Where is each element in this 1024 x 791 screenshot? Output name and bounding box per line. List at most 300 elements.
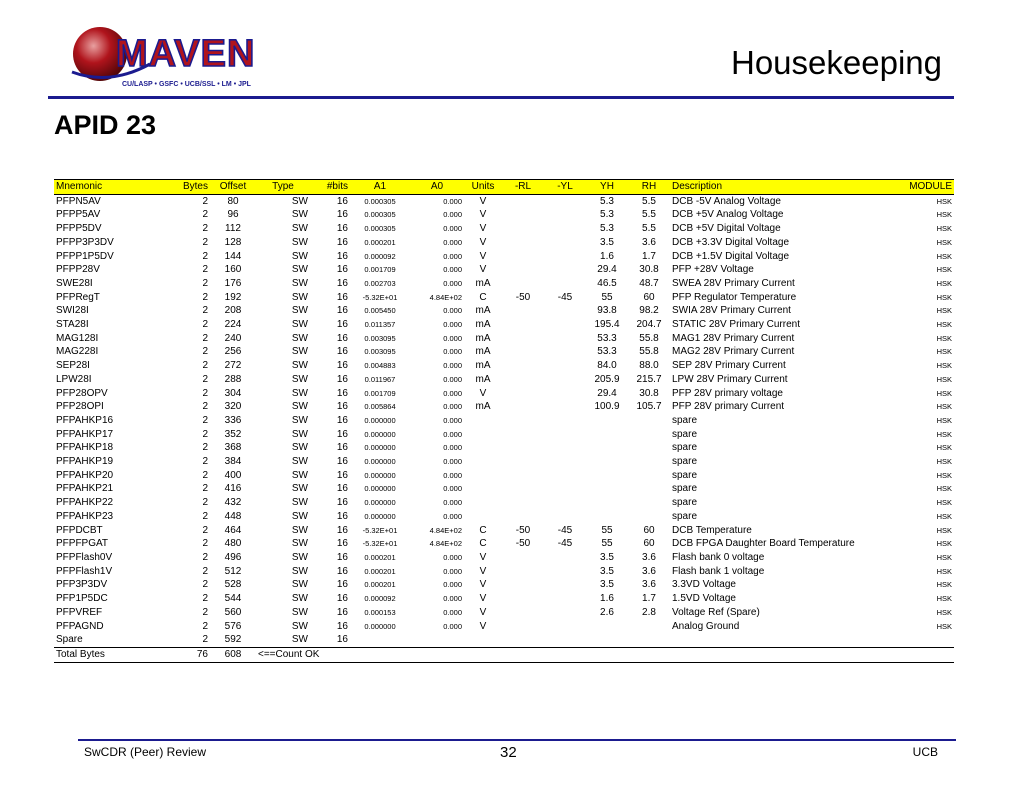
cell-a0: 4.84E+02 [429,292,462,302]
cell-module: HSK [936,457,952,467]
cell-yh: 100.9 [594,401,620,413]
cell-bytes: 2 [202,264,208,276]
cell-offset: 576 [224,620,242,632]
cell-yl [544,263,586,277]
cell-description: SWIA 28V Primary Current [672,305,791,317]
cell-bytes: 2 [202,483,208,495]
cell-units: V [479,551,487,563]
cell-bits: 16 [336,593,348,605]
housekeeping-table [54,179,954,663]
cell-a0: 0.000 [443,621,462,631]
cell-type: SW [291,483,308,495]
table-row [54,592,954,606]
cell-rl [502,578,544,592]
table-row [54,565,954,579]
cell-a0: 0.000 [443,511,462,521]
cell-mnemonic: PFPP3P3DV [56,236,114,248]
cell-module: HSK [936,251,952,261]
cell-mnemonic: STA28I [56,319,89,331]
cell-rh [628,620,670,634]
total-bytes: 76 [166,647,210,662]
cell-yl [544,236,586,250]
cell-bytes: 2 [202,277,208,289]
cell-a1: 0.000000 [364,415,396,425]
cell-a0: 0.000 [443,347,462,357]
cell-offset: 208 [224,305,242,317]
cell-module: HSK [936,347,952,357]
cell-offset: 528 [224,579,242,591]
table-row [54,455,954,469]
cell-offset: 160 [224,264,242,276]
cell-units: V [479,606,487,618]
cell-rh: 60 [643,538,655,550]
cell-rl [502,455,544,469]
cell-a0: 0.000 [443,278,462,288]
cell-rh: 30.8 [639,264,659,276]
cell-rh: 55.8 [639,332,659,344]
cell-units: C [479,538,487,550]
cell-yl: -45 [557,524,573,536]
cell-type: SW [291,195,308,207]
cell-yh: 1.6 [600,593,614,605]
cell-yh [586,620,628,634]
cell-rh: 3.6 [642,579,656,591]
cell-description: Flash bank 0 voltage [672,551,765,563]
cell-description: spare [672,497,698,509]
cell-bits: 16 [336,264,348,276]
table-row [54,428,954,442]
cell-yl [544,414,586,428]
cell-type: SW [291,579,308,591]
cell-units [464,414,502,428]
cell-yh: 3.5 [600,236,614,248]
cell-yl [544,496,586,510]
cell-bytes: 2 [202,195,208,207]
cell-rl [502,208,544,222]
cell-rh: 88.0 [639,360,659,372]
logo-wordmark: MAVEN [116,33,256,75]
cell-bytes: 2 [202,497,208,509]
cell-bits: 16 [336,401,348,413]
cell-rl [502,510,544,524]
table-row [54,578,954,592]
cell-bits: 16 [336,456,348,468]
total-offset: 608 [210,647,256,662]
cell-units: C [479,524,487,536]
cell-offset: 544 [224,593,242,605]
table-row [54,551,954,565]
cell-units: mA [475,360,491,372]
cell-rl [502,400,544,414]
cell-rl [502,633,544,647]
cell-a0: 0.000 [443,457,462,467]
cell-description: spare [672,483,698,495]
cell-yh [586,482,628,496]
cell-description: PFP 28V primary voltage [672,387,783,399]
cell-yl [544,194,586,208]
cell-mnemonic: SWE28I [56,277,93,289]
cell-bits: 16 [336,346,348,358]
cell-rh [628,469,670,483]
cell-yl [544,606,586,620]
cell-bits: 16 [336,360,348,372]
cell-mnemonic: PFPAHKP19 [56,456,114,468]
column-header-yh: YH [586,180,628,195]
cell-offset: 192 [224,291,242,303]
cell-yh: 1.6 [600,250,614,262]
cell-units: V [479,195,487,207]
cell-yh: 195.4 [594,319,620,331]
cell-bytes: 2 [202,401,208,413]
cell-a0: 0.000 [443,361,462,371]
cell-module: HSK [936,265,952,275]
cell-bytes: 2 [202,360,208,372]
cell-mnemonic: PFPP1P5DV [56,250,114,262]
cell-mnemonic: PFPAHKP23 [56,510,114,522]
cell-yh: 84.0 [597,360,617,372]
cell-module: HSK [936,566,952,576]
cell-module: HSK [936,552,952,562]
cell-rl [502,318,544,332]
cell-units: mA [475,373,491,385]
cell-type: SW [291,319,308,331]
cell-bytes: 2 [202,593,208,605]
cell-a0: 0.000 [443,265,462,275]
cell-offset: 128 [224,236,242,248]
cell-description: PFP +28V Voltage [672,264,754,276]
cell-rl [502,565,544,579]
cell-mnemonic: MAG128I [56,332,99,344]
cell-mnemonic: PFPP5DV [56,223,102,235]
column-header-mnemonic: Mnemonic [54,180,166,195]
cell-rl [502,414,544,428]
cell-rl [502,345,544,359]
cell-mnemonic: PFP28OPV [56,387,108,399]
cell-units: mA [475,346,491,358]
cell-yh: 46.5 [597,277,617,289]
cell-units [464,428,502,442]
cell-a1: 0.000305 [364,224,396,234]
cell-rh [628,633,670,647]
cell-bits: 16 [336,469,348,481]
cell-units: mA [475,305,491,317]
cell-bytes: 2 [202,620,208,632]
cell-type: SW [291,277,308,289]
cell-yl [544,633,586,647]
cell-rh: 5.5 [642,195,656,207]
cell-a1: 0.011357 [364,320,396,330]
cell-bytes: 2 [202,319,208,331]
cell-bytes: 2 [202,332,208,344]
cell-rh: 1.7 [642,593,656,605]
cell-description: spare [672,469,698,481]
table-row [54,318,954,332]
cell-a0: 0.000 [443,237,462,247]
cell-yl [544,578,586,592]
total-row [54,647,954,662]
cell-units: V [479,565,487,577]
cell-bits: 16 [336,291,348,303]
cell-rh [628,482,670,496]
cell-rl [502,441,544,455]
cell-a1: 0.001709 [364,388,396,398]
cell-rl [502,482,544,496]
cell-description: spare [672,442,698,454]
cell-bits: 16 [336,250,348,262]
cell-bits: 16 [336,538,348,550]
footer-review-label: SwCDR (Peer) Review [84,745,207,759]
cell-type: SW [291,469,308,481]
cell-offset: 320 [224,401,242,413]
cell-bits: 16 [336,620,348,632]
column-header-bits: #bits [310,180,350,195]
cell-type: SW [291,236,308,248]
column-header-offset: Offset [210,180,256,195]
cell-description: 3.3VD Voltage [672,579,736,591]
cell-a1: 0.000000 [364,457,396,467]
cell-units [464,496,502,510]
cell-offset: 112 [225,223,241,235]
cell-a0: 0.000 [443,224,462,234]
cell-yh [586,469,628,483]
cell-offset: 96 [227,209,239,221]
cell-bits: 16 [336,634,348,646]
cell-rh [628,414,670,428]
cell-rl [502,373,544,387]
cell-a1: 0.003095 [364,333,396,343]
logo-partners: CU/LASP • GSFC • UCB/SSL • LM • JPL [122,81,251,88]
cell-rh: 3.6 [642,565,656,577]
cell-rl: -50 [515,291,531,303]
cell-description: DCB +5V Digital Voltage [672,223,781,235]
cell-a0: 0.000 [443,210,462,220]
cell-units: V [479,250,487,262]
cell-bits: 16 [336,551,348,563]
cell-description: spare [672,414,698,426]
cell-module: HSK [936,361,952,371]
cell-mnemonic: PFPDCBT [56,524,103,536]
table-row [54,633,954,647]
cell-yl [544,551,586,565]
column-header-type: Type [256,180,310,195]
cell-rh: 5.5 [642,223,656,235]
cell-a1: 0.003095 [364,347,396,357]
cell-a1: 0.000092 [364,251,396,261]
cell-description: DCB +5V Analog Voltage [672,209,784,221]
cell-a1: 0.000000 [364,443,396,453]
cell-a0: 0.000 [443,415,462,425]
cell-units: V [479,579,487,591]
cell-rl [502,250,544,264]
cell-offset: 512 [224,565,242,577]
cell-a0: 0.000 [443,594,462,604]
cell-rl [502,428,544,442]
cell-rh: 215.7 [636,373,662,385]
cell-bytes: 2 [202,428,208,440]
table-row [54,620,954,634]
column-header-module: MODULE [882,180,954,195]
column-header-bytes: Bytes [166,180,210,195]
cell-rl [502,551,544,565]
cell-yl [544,304,586,318]
cell-type: SW [291,250,308,262]
cell-type: SW [291,332,308,344]
cell-units: V [479,209,487,221]
table-row [54,208,954,222]
column-header-rl: -RL [502,180,544,195]
table-row [54,222,954,236]
cell-module: HSK [936,511,952,521]
cell-bits: 16 [336,524,348,536]
cell-bytes: 2 [202,346,208,358]
cell-a1: 0.000092 [364,594,396,604]
table-row [54,277,954,291]
table-row [54,537,954,551]
cell-description: SWEA 28V Primary Current [672,277,795,289]
cell-type: SW [291,634,308,646]
cell-yh: 29.4 [597,387,617,399]
cell-offset: 560 [224,606,242,618]
cell-module: HSK [936,278,952,288]
cell-rl [502,263,544,277]
cell-description: DCB Temperature [672,524,752,536]
cell-yh [586,496,628,510]
total-label: Total Bytes [54,647,166,662]
cell-mnemonic: SEP28I [56,360,90,372]
cell-mnemonic: PFPP28V [56,264,100,276]
cell-type: SW [291,606,308,618]
cell-description: DCB +1.5V Digital Voltage [672,250,790,262]
cell-module: HSK [936,224,952,234]
cell-units [464,482,502,496]
cell-a1: -5.32E+01 [362,525,398,535]
page-number: 32 [500,744,517,761]
cell-yl [544,592,586,606]
cell-bits: 16 [336,305,348,317]
cell-module: HSK [936,607,952,617]
cell-mnemonic: PFPP5AV [56,209,101,221]
cell-offset: 352 [224,428,242,440]
cell-module: HSK [936,498,952,508]
cell-description: MAG2 28V Primary Current [672,346,795,358]
table-row [54,414,954,428]
cell-yl [544,373,586,387]
cell-a0: 0.000 [443,333,462,343]
cell-yh: 5.3 [600,195,614,207]
cell-rl [502,277,544,291]
cell-yl [544,441,586,455]
cell-description: spare [672,510,698,522]
page-title: Housekeeping [731,44,942,81]
cell-mnemonic: PFP1P5DC [56,593,108,605]
cell-a0: 0.000 [443,251,462,261]
cell-a1: 0.000000 [364,498,396,508]
cell-module: HSK [936,196,952,206]
cell-mnemonic: PFPAHKP18 [56,442,114,454]
cell-a0: 0.000 [443,498,462,508]
cell-yl [544,455,586,469]
cell-type: SW [291,510,308,522]
cell-bytes: 2 [202,606,208,618]
cell-description: Voltage Ref (Spare) [672,606,760,618]
cell-yl [544,400,586,414]
cell-module: HSK [936,443,952,453]
cell-type: SW [291,209,308,221]
cell-a0: 0.000 [443,484,462,494]
cell-rl [502,332,544,346]
cell-a0 [410,633,464,647]
cell-bytes: 2 [202,387,208,399]
table-row [54,510,954,524]
cell-module: HSK [936,484,952,494]
cell-mnemonic: PFPFlash0V [56,551,113,563]
cell-a0: 0.000 [443,388,462,398]
cell-yh: 2.6 [600,606,614,618]
cell-rh: 60 [643,291,655,303]
cell-rl: -50 [515,538,531,550]
cell-type: SW [291,360,308,372]
cell-a0: 0.000 [443,306,462,316]
cell-offset: 448 [224,510,242,522]
cell-yh [586,441,628,455]
cell-type: SW [291,373,308,385]
cell-type: SW [291,442,308,454]
cell-yh: 3.5 [600,565,614,577]
cell-yl: -45 [557,538,573,550]
table-row [54,496,954,510]
cell-type: SW [291,305,308,317]
cell-bytes: 2 [202,414,208,426]
cell-mnemonic: PFPAHKP17 [56,428,114,440]
cell-bits: 16 [336,277,348,289]
cell-bytes: 2 [202,510,208,522]
cell-offset: 384 [224,456,242,468]
cell-yl [544,469,586,483]
cell-module: HSK [936,580,952,590]
cell-description: MAG1 28V Primary Current [672,332,795,344]
cell-a0: 0.000 [443,374,462,384]
cell-module: HSK [936,621,952,631]
cell-a1: 0.000305 [364,196,396,206]
cell-a0: 0.000 [443,607,462,617]
cell-units: mA [475,401,491,413]
cell-rl [502,194,544,208]
table-row [54,524,954,538]
cell-description: spare [672,428,698,440]
cell-yh: 55 [601,291,613,303]
cell-offset: 592 [224,634,242,646]
cell-module: HSK [936,374,952,384]
cell-mnemonic: PFPAHKP22 [56,497,114,509]
table-row [54,291,954,305]
cell-bits: 16 [336,483,348,495]
cell-rl [502,469,544,483]
cell-bits: 16 [336,209,348,221]
cell-bits: 16 [336,236,348,248]
cell-bytes: 2 [202,223,208,235]
cell-yl [544,428,586,442]
cell-offset: 416 [224,483,242,495]
cell-bytes: 2 [202,565,208,577]
table-row [54,304,954,318]
cell-offset: 336 [224,414,242,426]
cell-a1: 0.000000 [364,511,396,521]
cell-yh: 55 [601,538,613,550]
cell-offset: 304 [224,387,242,399]
cell-rh: 2.8 [642,606,656,618]
cell-yh: 3.5 [600,579,614,591]
cell-rh: 204.7 [636,319,662,331]
